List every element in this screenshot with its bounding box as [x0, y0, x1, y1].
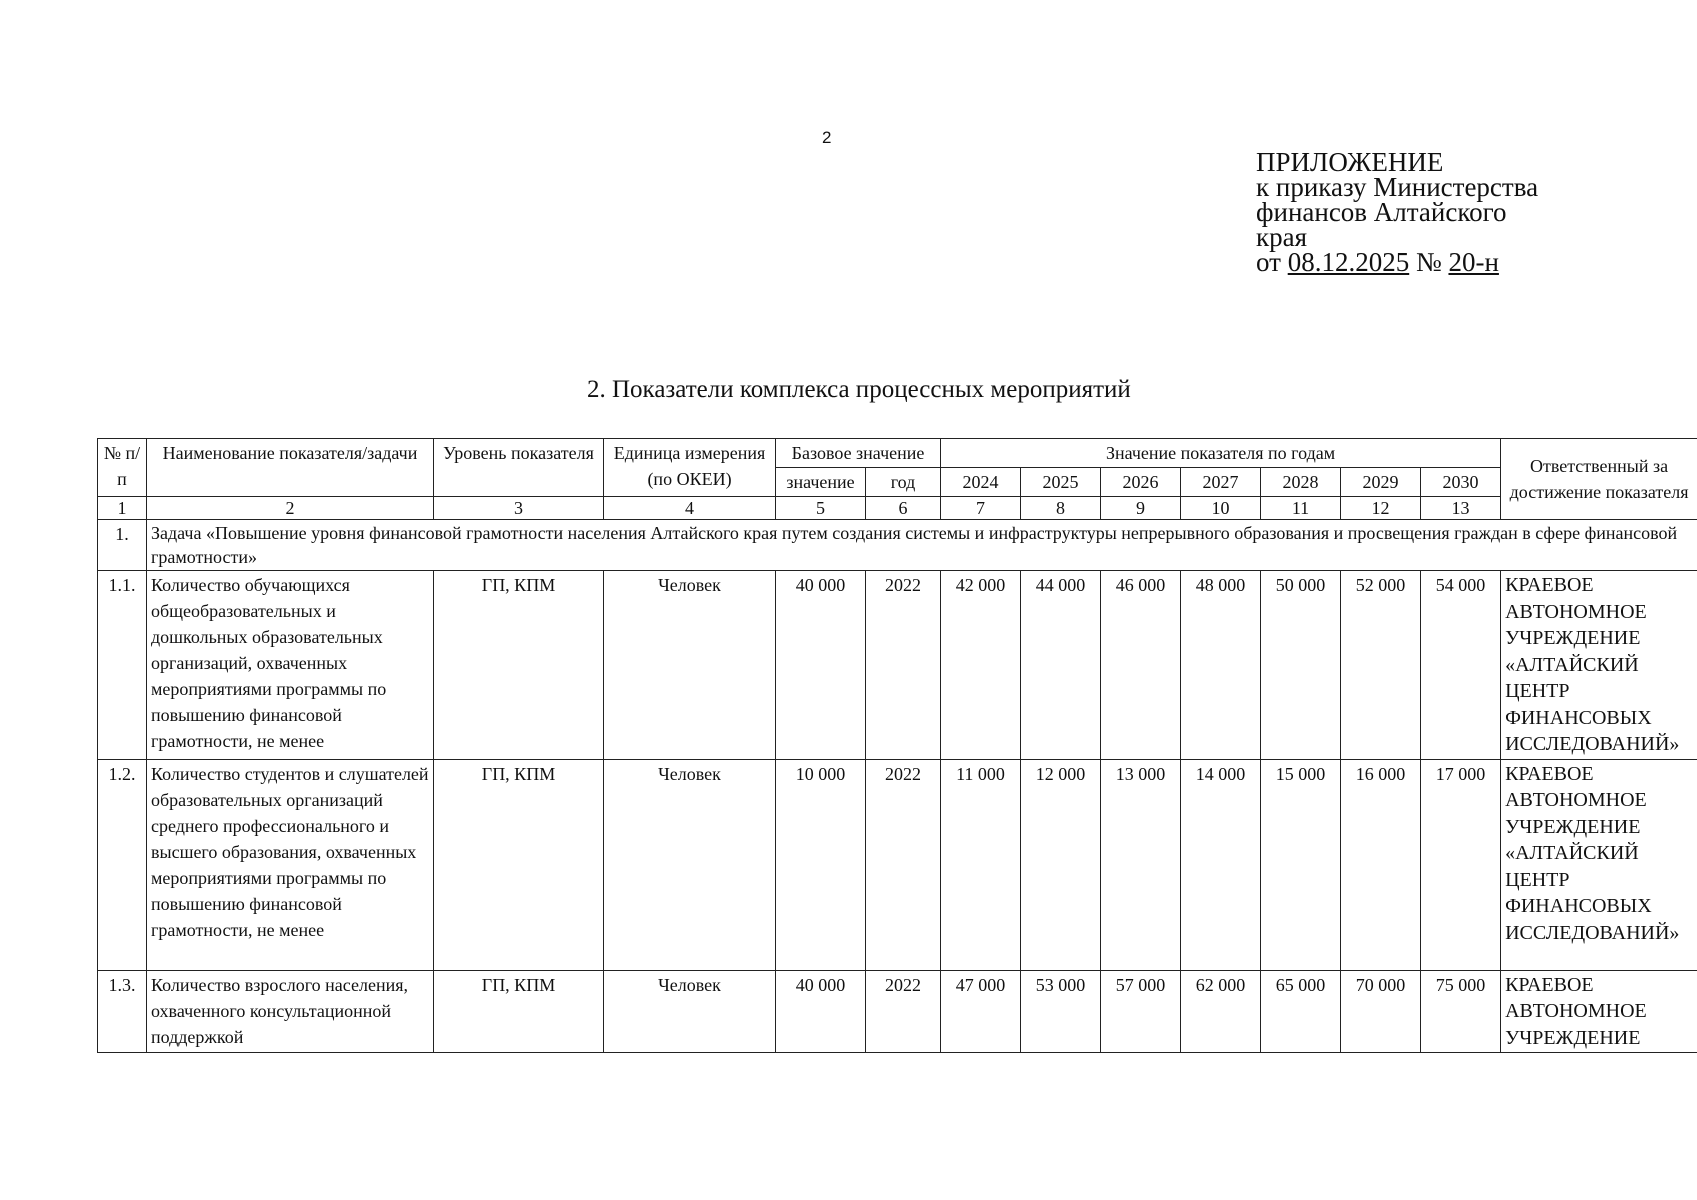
year-value: 57 000 [1101, 970, 1181, 1053]
header-num: № п/п [98, 439, 147, 497]
indicator-name: Количество студентов и слушателей образовательных организаций среднего профессионального и высшего образования, охваченных мероприятиями программы по повышению финансовой грамотности, не менее [147, 759, 434, 970]
year-value: 13 000 [1101, 759, 1181, 970]
column-number: 3 [434, 497, 604, 520]
appendix-line: края [1256, 222, 1308, 252]
year-value: 46 000 [1101, 571, 1181, 760]
page-number: 2 [822, 128, 832, 147]
order-prefix: от [1256, 247, 1281, 277]
year-value: 17 000 [1421, 759, 1501, 970]
header-year: 2025 [1021, 468, 1101, 497]
task-row [98, 520, 1697, 571]
indicator-level: ГП, КПМ [434, 970, 604, 1053]
column-number: 9 [1101, 497, 1181, 520]
year-value: 75 000 [1421, 970, 1501, 1053]
header-unit: Единица измерения (по ОКЕИ) [604, 439, 776, 497]
header-base-value: значение [776, 468, 866, 497]
header-base-year: год [866, 468, 941, 497]
indicator-unit: Человек [604, 970, 776, 1053]
row-num: 1.2. [98, 759, 147, 970]
responsible-organization: КРАЕВОЕ АВТОНОМНОЕ УЧРЕЖДЕНИЕ «АЛТАЙСКИЙ ЦЕНТР ФИНАНСОВЫХ ИССЛЕДОВАНИЙ» [1501, 571, 1697, 760]
responsible-organization: КРАЕВОЕ АВТОНОМНОЕ УЧРЕЖДЕНИЕ [1501, 970, 1697, 1053]
year-value: 48 000 [1181, 571, 1261, 760]
table-header-row [98, 439, 1697, 468]
indicators-table [97, 438, 1697, 1053]
year-value: 54 000 [1421, 571, 1501, 760]
column-numbers-row [98, 497, 1697, 520]
task-text: Задача «Повышение уровня финансовой грамотности населения Алтайского края путем создания системы и инфраструктуры непрерывного образования и просвещения граждан в сфере финансовой грамотности» [147, 520, 1697, 571]
appendix-line: финансов Алтайского [1256, 197, 1507, 227]
year-value: 14 000 [1181, 759, 1261, 970]
indicator-level: ГП, КПМ [434, 571, 604, 760]
base-year: 2022 [866, 571, 941, 760]
task-num: 1. [98, 520, 147, 571]
header-year: 2030 [1421, 468, 1501, 497]
header-name: Наименование показателя/задачи [147, 439, 434, 497]
year-value: 11 000 [941, 759, 1021, 970]
year-value: 65 000 [1261, 970, 1341, 1053]
order-number: 20-н [1448, 247, 1499, 277]
header-years-group: Значение показателя по годам [941, 439, 1501, 468]
column-number: 12 [1341, 497, 1421, 520]
header-year: 2026 [1101, 468, 1181, 497]
column-number: 2 [147, 497, 434, 520]
order-date: 08.12.2025 [1287, 247, 1410, 277]
year-value: 47 000 [941, 970, 1021, 1053]
year-value: 50 000 [1261, 571, 1341, 760]
appendix-title: ПРИЛОЖЕНИЕ [1256, 147, 1444, 177]
header-year: 2027 [1181, 468, 1261, 497]
appendix-line: к приказу Министерства [1256, 172, 1539, 202]
base-year: 2022 [866, 970, 941, 1053]
base-value: 40 000 [776, 970, 866, 1053]
column-number: 6 [866, 497, 941, 520]
indicator-unit: Человек [604, 759, 776, 970]
column-number: 11 [1261, 497, 1341, 520]
year-value: 16 000 [1341, 759, 1421, 970]
header-year: 2029 [1341, 468, 1421, 497]
indicator-name: Количество обучающихся общеобразовательных и дошкольных образовательных организаций, охваченных мероприятиями программы по повышению финансовой грамотности, не менее [147, 571, 434, 760]
year-value: 53 000 [1021, 970, 1101, 1053]
base-value: 40 000 [776, 571, 866, 760]
year-value: 15 000 [1261, 759, 1341, 970]
column-number: 4 [604, 497, 776, 520]
responsible-organization: КРАЕВОЕ АВТОНОМНОЕ УЧРЕЖДЕНИЕ «АЛТАЙСКИЙ ЦЕНТР ФИНАНСОВЫХ ИССЛЕДОВАНИЙ» [1501, 759, 1697, 970]
column-number: 7 [941, 497, 1021, 520]
header-responsible: Ответственный за достижение показателя [1501, 439, 1697, 520]
column-number: 10 [1181, 497, 1261, 520]
base-value: 10 000 [776, 759, 866, 970]
table-row [98, 970, 1697, 1053]
indicator-name: Количество взрослого населения, охваченного консультационной поддержкой [147, 970, 434, 1053]
order-number-sign: № [1415, 247, 1442, 277]
base-year: 2022 [866, 759, 941, 970]
year-value: 52 000 [1341, 571, 1421, 760]
indicator-level: ГП, КПМ [434, 759, 604, 970]
column-number: 1 [98, 497, 147, 520]
indicator-unit: Человек [604, 571, 776, 760]
table-row [98, 571, 1697, 760]
row-num: 1.1. [98, 571, 147, 760]
row-num: 1.3. [98, 970, 147, 1053]
header-year: 2028 [1261, 468, 1341, 497]
table-row [98, 759, 1697, 970]
column-number: 13 [1421, 497, 1501, 520]
column-number: 8 [1021, 497, 1101, 520]
header-base: Базовое значение [776, 439, 941, 468]
column-number: 5 [776, 497, 866, 520]
order-reference [1256, 247, 1538, 277]
year-value: 42 000 [941, 571, 1021, 760]
document-title: 2. Показатели комплекса процессных мероприятий [587, 376, 1131, 403]
header-level: Уровень показателя [434, 439, 604, 497]
header-year: 2024 [941, 468, 1021, 497]
year-value: 44 000 [1021, 571, 1101, 760]
year-value: 70 000 [1341, 970, 1421, 1053]
year-value: 62 000 [1181, 970, 1261, 1053]
year-value: 12 000 [1021, 759, 1101, 970]
appendix-block [1256, 147, 1539, 277]
